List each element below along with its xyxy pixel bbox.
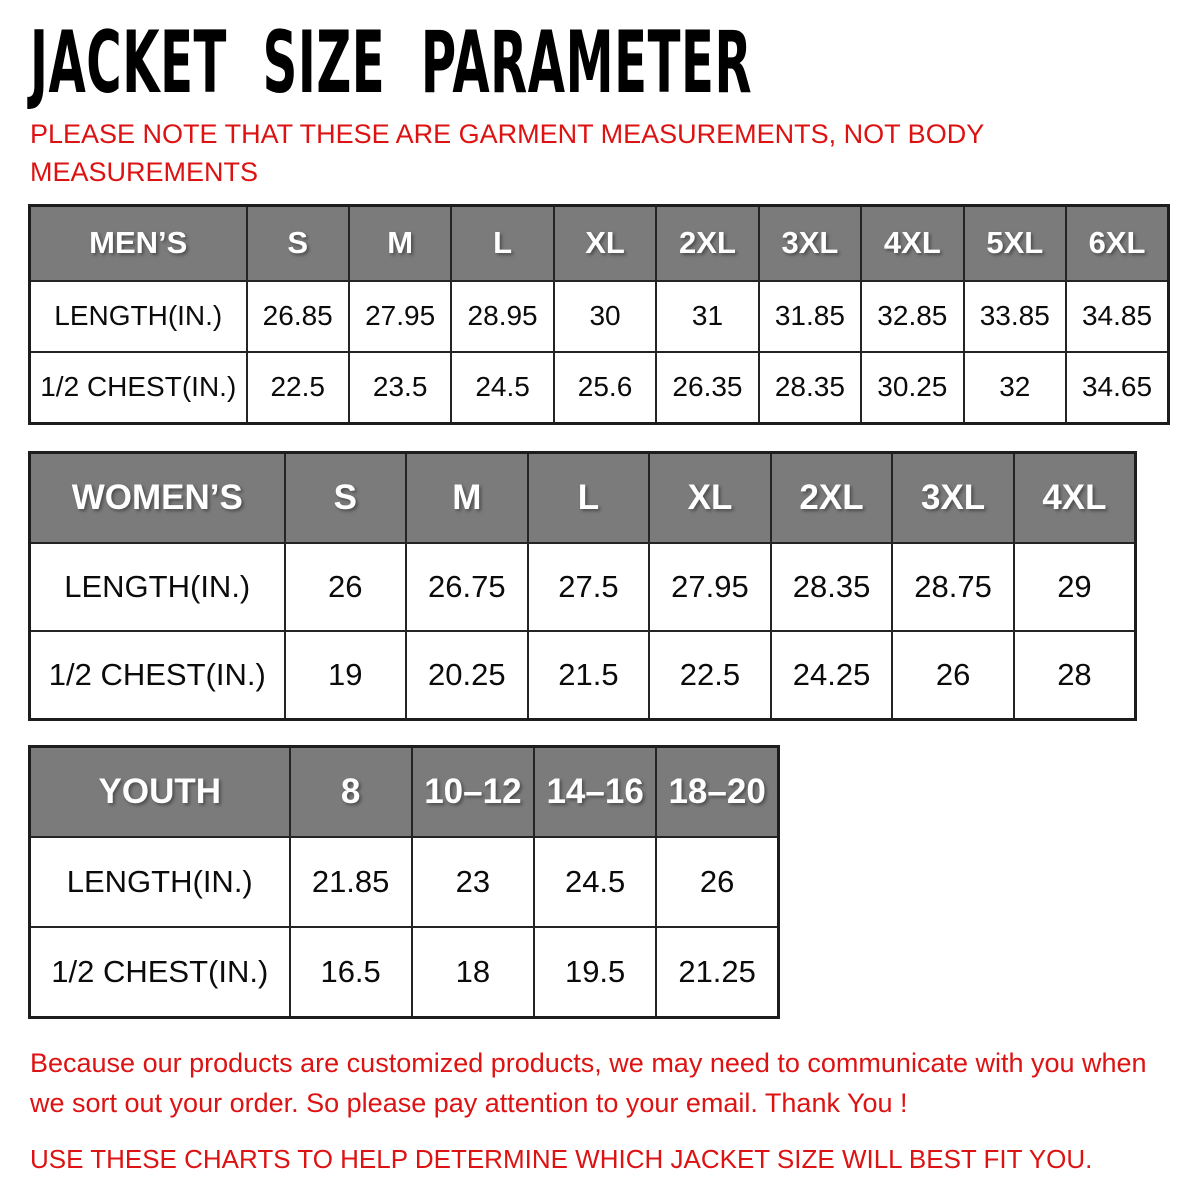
womens-chest-value: 19 <box>285 631 407 720</box>
mens-length-value: 32.85 <box>861 281 963 352</box>
womens-size-header-2xl: 2XL <box>771 452 893 543</box>
womens-chest-value: 24.25 <box>771 631 893 720</box>
womens-size-table <box>28 451 1137 721</box>
mens-length-row <box>30 281 1169 352</box>
womens-table-title: WOMEN’S <box>30 452 285 543</box>
youth-chest-value: 16.5 <box>290 927 412 1018</box>
mens-length-row-label: LENGTH(IN.) <box>30 281 247 352</box>
mens-length-value: 33.85 <box>964 281 1066 352</box>
womens-chest-value: 28 <box>1014 631 1136 720</box>
womens-size-header-s: S <box>285 452 407 543</box>
mens-chest-value: 28.35 <box>759 352 861 424</box>
mens-size-header-m: M <box>349 205 451 281</box>
garment-measurement-note: PLEASE NOTE THAT THESE ARE GARMENT MEASUREMENTS, NOT BODY MEASUREMENTS <box>30 119 984 187</box>
mens-chest-value: 30.25 <box>861 352 963 424</box>
mens-table-title: MEN’S <box>30 205 247 281</box>
mens-length-value: 34.85 <box>1066 281 1169 352</box>
youth-length-value: 21.85 <box>290 837 412 927</box>
mens-length-value: 31.85 <box>759 281 861 352</box>
youth-length-row-label: LENGTH(IN.) <box>30 837 290 927</box>
mens-size-header-2xl: 2XL <box>656 205 758 281</box>
womens-length-value: 28.35 <box>771 543 893 631</box>
womens-chest-value: 20.25 <box>406 631 528 720</box>
womens-length-value: 26 <box>285 543 407 631</box>
mens-chest-value: 23.5 <box>349 352 451 424</box>
womens-length-value: 29 <box>1014 543 1136 631</box>
mens-chest-value: 24.5 <box>451 352 553 424</box>
youth-chest-row-label: 1/2 CHEST(IN.) <box>30 927 290 1018</box>
womens-length-row-label: LENGTH(IN.) <box>30 543 285 631</box>
womens-size-header-3xl: 3XL <box>892 452 1014 543</box>
womens-size-header-4xl: 4XL <box>1014 452 1136 543</box>
mens-size-table <box>28 204 1170 425</box>
mens-chest-row-label: 1/2 CHEST(IN.) <box>30 352 247 424</box>
youth-size-header-14-16: 14–16 <box>534 746 656 837</box>
youth-chest-row <box>30 927 779 1018</box>
womens-length-value: 27.5 <box>528 543 650 631</box>
youth-chest-value: 19.5 <box>534 927 656 1018</box>
youth-header-row <box>30 746 779 837</box>
womens-chest-row <box>30 631 1136 720</box>
youth-length-value: 24.5 <box>534 837 656 927</box>
mens-size-header-6xl: 6XL <box>1066 205 1169 281</box>
womens-chest-row-label: 1/2 CHEST(IN.) <box>30 631 285 720</box>
mens-chest-value: 25.6 <box>554 352 656 424</box>
mens-length-value: 26.85 <box>247 281 349 352</box>
womens-length-value: 28.75 <box>892 543 1014 631</box>
mens-chest-value: 32 <box>964 352 1066 424</box>
mens-size-header-3xl: 3XL <box>759 205 861 281</box>
mens-chest-value: 26.35 <box>656 352 758 424</box>
mens-length-value: 30 <box>554 281 656 352</box>
mens-size-header-xl: XL <box>554 205 656 281</box>
youth-chest-value: 21.25 <box>656 927 778 1018</box>
womens-header-row <box>30 452 1136 543</box>
youth-length-row <box>30 837 779 927</box>
womens-length-value: 27.95 <box>649 543 771 631</box>
chart-usage-instruction-text: USE THESE CHARTS TO HELP DETERMINE WHICH JACKET SIZE WILL BEST FIT YOU. <box>30 1143 1093 1174</box>
womens-chest-value: 21.5 <box>528 631 650 720</box>
mens-chest-value: 34.65 <box>1066 352 1169 424</box>
womens-size-header-m: M <box>406 452 528 543</box>
mens-chest-value: 22.5 <box>247 352 349 424</box>
youth-size-header-18-20: 18–20 <box>656 746 778 837</box>
mens-size-header-l: L <box>451 205 553 281</box>
youth-chest-value: 18 <box>412 927 534 1018</box>
womens-chest-value: 26 <box>892 631 1014 720</box>
mens-size-header-s: S <box>247 205 349 281</box>
womens-size-header-l: L <box>528 452 650 543</box>
youth-table-title: YOUTH <box>30 746 290 837</box>
mens-size-header-5xl: 5XL <box>964 205 1066 281</box>
mens-size-header-4xl: 4XL <box>861 205 963 281</box>
mens-length-value: 31 <box>656 281 758 352</box>
youth-length-value: 23 <box>412 837 534 927</box>
youth-size-table <box>28 745 780 1019</box>
customization-notice-text: Because our products are customized products, we may need to communicate with you when we sort out your order. So please pay attention to your email. Thank You ! <box>30 1047 1147 1119</box>
mens-chest-row <box>30 352 1169 424</box>
page-title: JACKET SIZE PARAMETER <box>30 13 753 113</box>
womens-size-header-xl: XL <box>649 452 771 543</box>
youth-length-value: 26 <box>656 837 778 927</box>
mens-header-row <box>30 205 1169 281</box>
womens-length-row <box>30 543 1136 631</box>
mens-length-value: 28.95 <box>451 281 553 352</box>
womens-length-value: 26.75 <box>406 543 528 631</box>
youth-size-header-10-12: 10–12 <box>412 746 534 837</box>
youth-size-header-8: 8 <box>290 746 412 837</box>
womens-chest-value: 22.5 <box>649 631 771 720</box>
mens-length-value: 27.95 <box>349 281 451 352</box>
